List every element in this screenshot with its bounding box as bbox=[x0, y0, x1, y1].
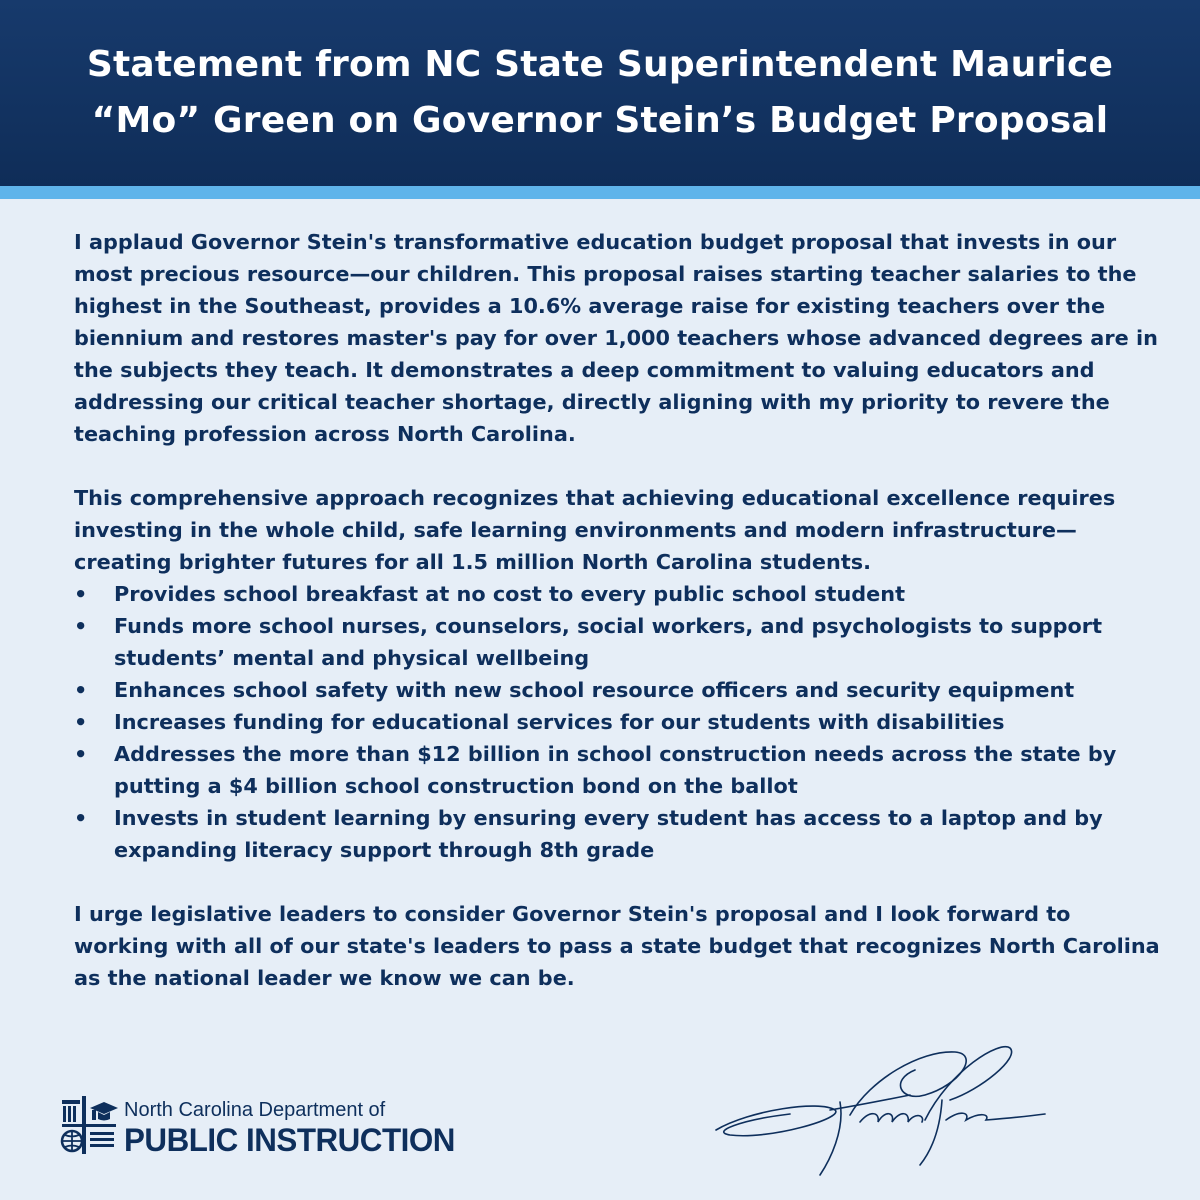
logo-line-2: PUBLIC INSTRUCTION bbox=[124, 1122, 455, 1158]
bullet-icon: • bbox=[74, 806, 88, 830]
statement-body bbox=[74, 226, 1160, 994]
list-item-text: Addresses the more than $12 billion in school construction needs across the state by putting a $4 billion school construction bond on the ballot bbox=[114, 742, 1117, 798]
list-item bbox=[74, 706, 1160, 738]
bullet-icon: • bbox=[74, 678, 88, 702]
list-item-text: Invests in student learning by ensuring every student has access to a laptop and by expanding literacy support through 8th grade bbox=[114, 806, 1103, 862]
paragraph-gap bbox=[74, 450, 1160, 482]
bullet-icon: • bbox=[74, 614, 88, 638]
title-line-1: Statement from NC State Superintendent Maurice bbox=[86, 44, 1114, 85]
list-item-text: Funds more school nurses, counselors, social workers, and psychologists to support students’ mental and physical wellbeing bbox=[114, 614, 1103, 670]
page-title bbox=[25, 37, 1175, 149]
title-line-2: “Mo” Green on Governor Stein’s Budget Proposal bbox=[91, 100, 1109, 141]
list-item-text: Enhances school safety with new school resource officers and security equipment bbox=[114, 678, 1075, 702]
accent-bar bbox=[0, 186, 1200, 199]
bullet-icon: • bbox=[74, 582, 88, 606]
bullet-icon: • bbox=[74, 710, 88, 734]
list-item bbox=[74, 610, 1160, 674]
list-item bbox=[74, 578, 1160, 610]
paragraph-gap bbox=[74, 866, 1160, 898]
bullet-icon: • bbox=[74, 742, 88, 766]
dpi-logo-icon bbox=[60, 1094, 118, 1156]
paragraph-3: I urge legislative leaders to consider Governor Stein's proposal and I look forward to working with all of our state's leaders to pass a state budget that recognizes North Carolina as the national leader we know we can be. bbox=[74, 902, 1160, 990]
list-item-text: Increases funding for educational services for our students with disabilities bbox=[114, 710, 1005, 734]
list-item bbox=[74, 738, 1160, 802]
dpi-logo bbox=[60, 1094, 480, 1164]
signature-icon bbox=[710, 1040, 1050, 1180]
list-item bbox=[74, 674, 1160, 706]
logo-line-1: North Carolina Department of bbox=[124, 1099, 386, 1121]
header-banner bbox=[0, 0, 1200, 186]
list-item bbox=[74, 802, 1160, 866]
list-item-text: Provides school breakfast at no cost to every public school student bbox=[114, 582, 906, 606]
paragraph-2: This comprehensive approach recognizes that achieving educational excellence requires investing in the whole child, safe learning environments and modern infrastructure—creating brighter futures for all 1.5 million North Carolina students. bbox=[74, 486, 1116, 574]
logo-wordmark bbox=[124, 1094, 462, 1158]
paragraph-1: I applaud Governor Stein's transformative education budget proposal that invests in our most precious resource—our children. This proposal raises starting teacher salaries to the highest in the Southeast, provides a 10.6% average raise for existing teachers over the biennium and restores master's pay for over 1,000 teachers whose advanced degrees are in the subjects they teach. It demonstrates a deep commitment to valuing educators and addressing our critical teacher shortage, directly aligning with my priority to revere the teaching profession across North Carolina. bbox=[74, 230, 1158, 446]
initiatives-list bbox=[74, 578, 1160, 866]
